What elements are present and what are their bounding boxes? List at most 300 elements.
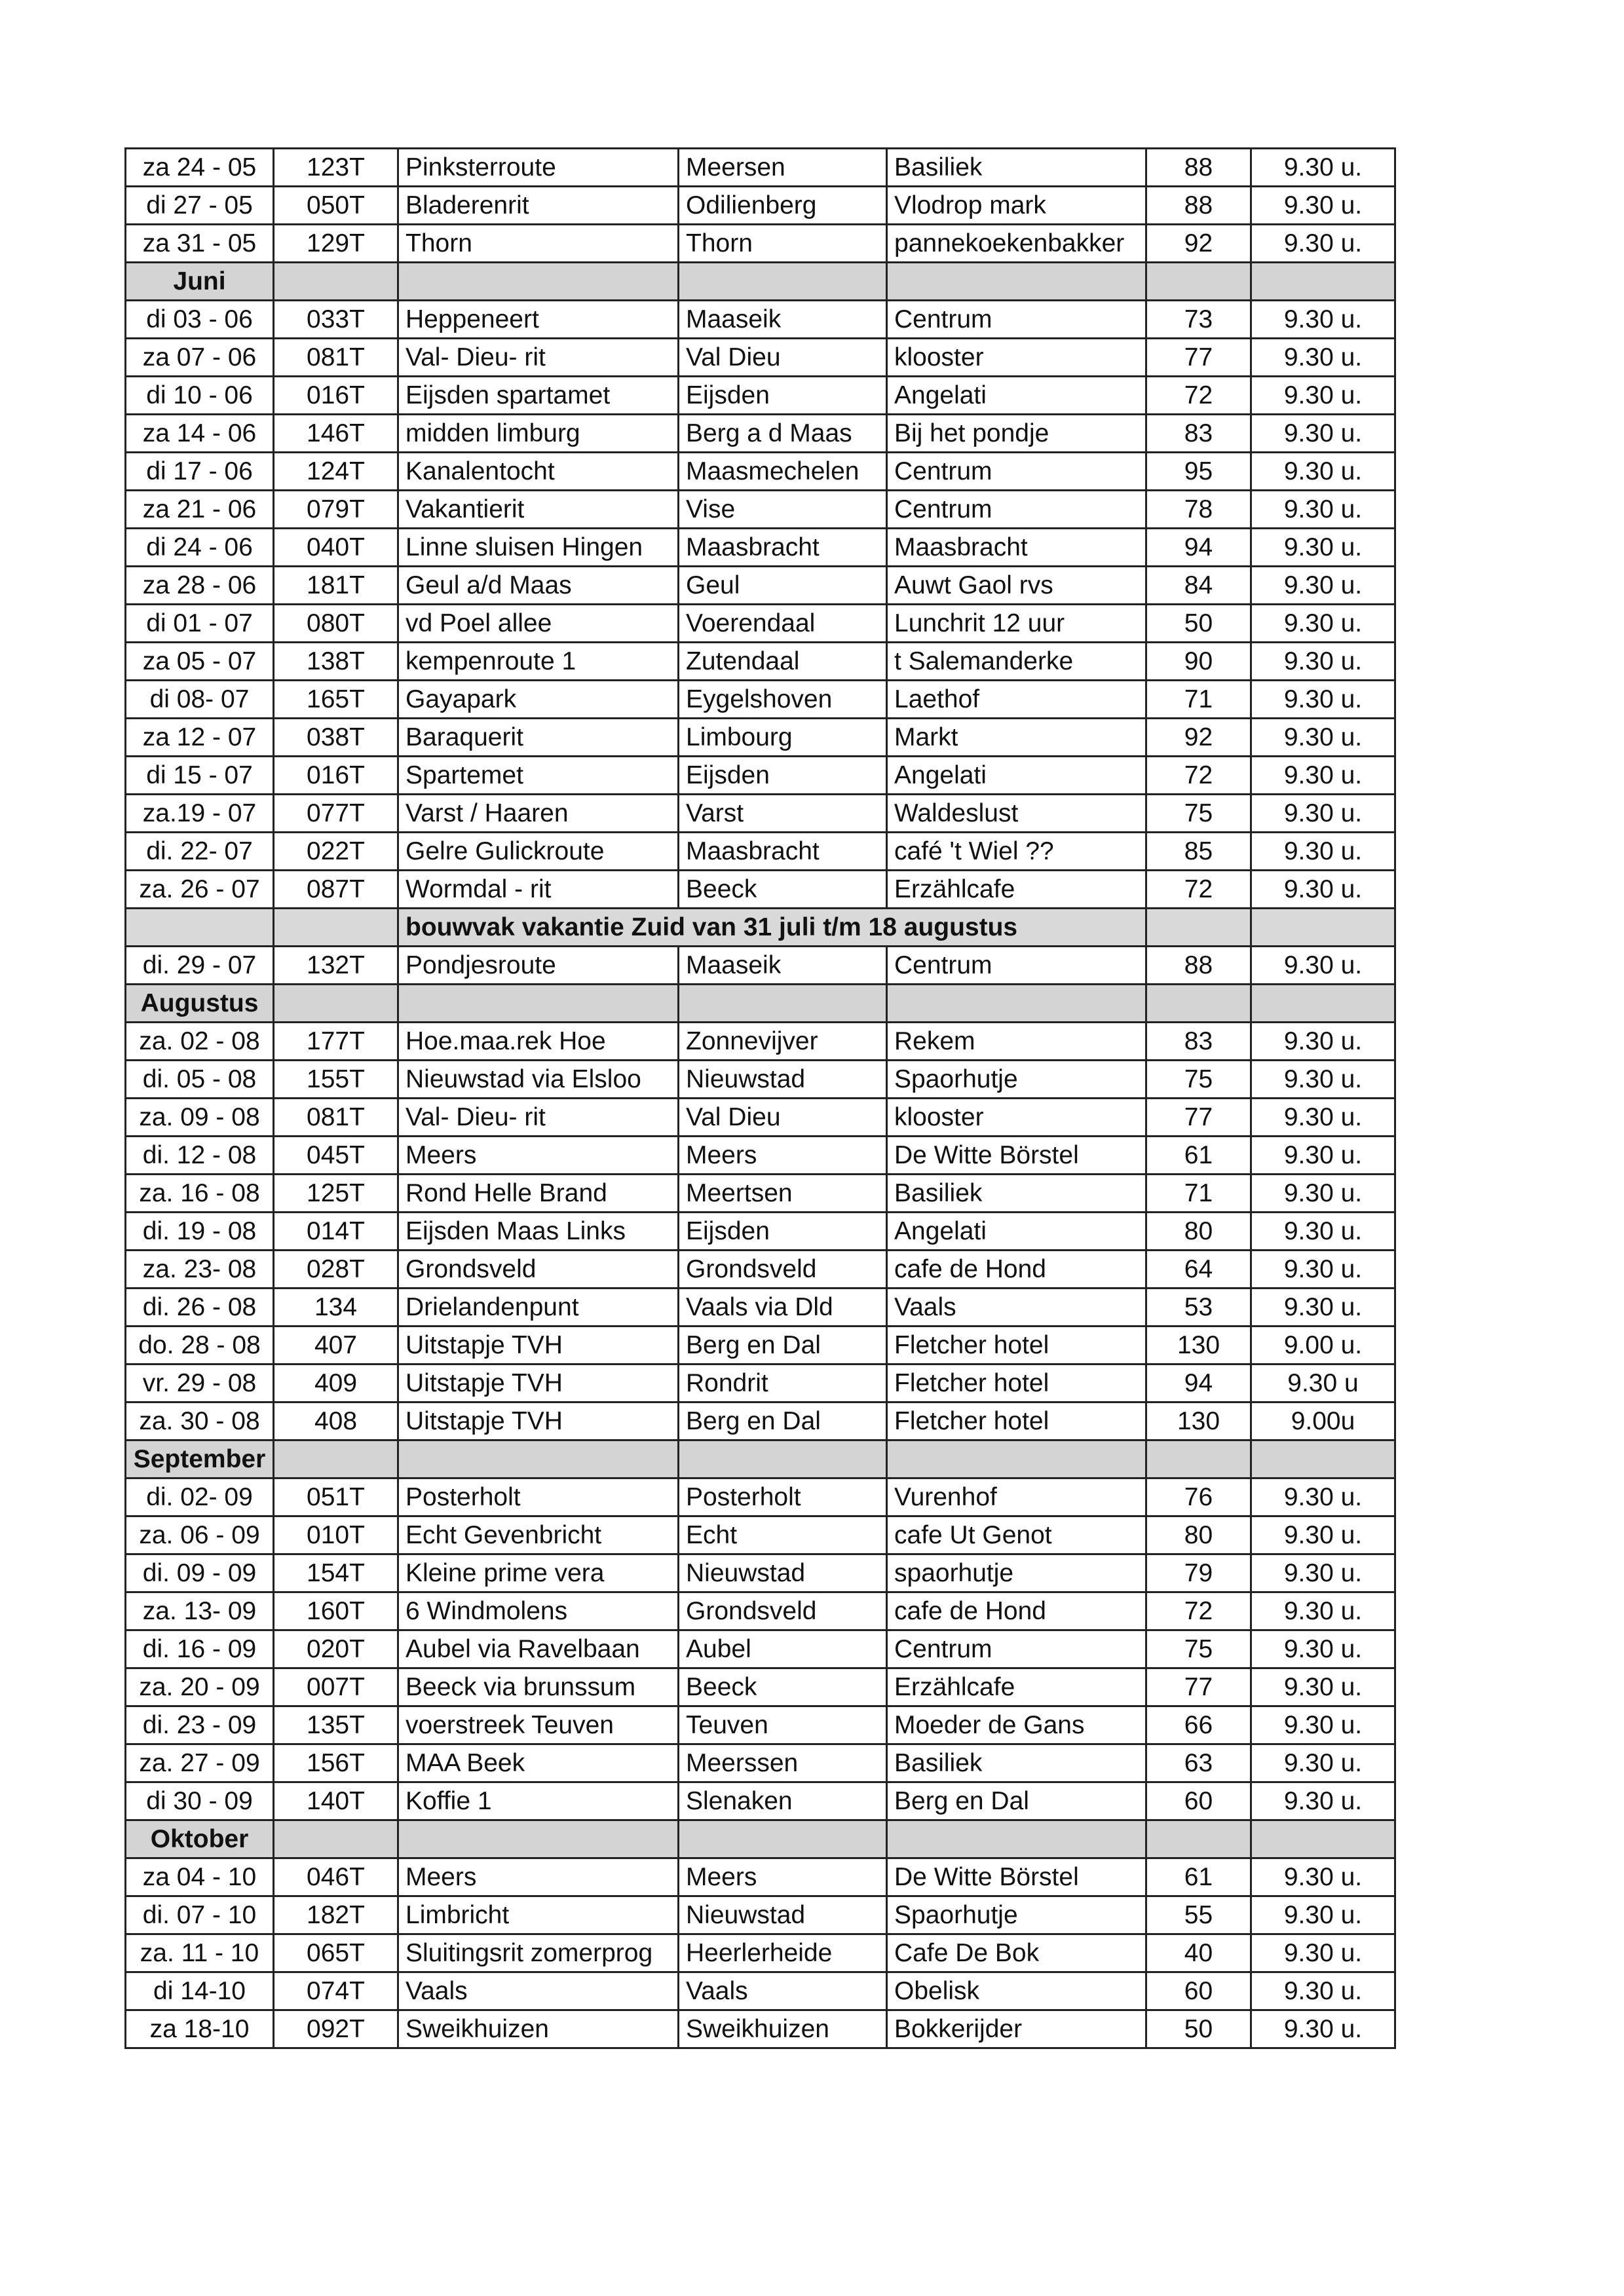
cell-start: Echt	[679, 1516, 887, 1554]
cell-code: 045T	[274, 1137, 398, 1175]
cell-date: di. 26 - 08	[126, 1289, 274, 1327]
cell-date: za 18-10	[126, 2010, 274, 2048]
cell-stop: Centrum	[887, 947, 1146, 985]
table-row	[126, 1972, 1395, 2010]
cell-km: 94	[1146, 529, 1251, 567]
cell-code: 129T	[274, 225, 398, 263]
cell-time: 9.30 u.	[1251, 1061, 1395, 1099]
cell-route: Pondjesroute	[398, 947, 679, 985]
cell-code: 134	[274, 1289, 398, 1327]
cell-route: Val- Dieu- rit	[398, 1099, 679, 1137]
cell-time: 9.30 u.	[1251, 1934, 1395, 1972]
cell-start: Maaseik	[679, 947, 887, 985]
cell-start: Eijsden	[679, 377, 887, 415]
table-row	[126, 1934, 1395, 1972]
cell-route: Heppeneert	[398, 301, 679, 339]
cell-date: za 28 - 06	[126, 567, 274, 605]
cell-start: Meertsen	[679, 1175, 887, 1213]
cell-date: di 03 - 06	[126, 301, 274, 339]
cell-stop: Spaorhutje	[887, 1896, 1146, 1934]
cell-time: 9.30 u	[1251, 1364, 1395, 1402]
cell-code: 007T	[274, 1668, 398, 1706]
cell-route: Bladerenrit	[398, 187, 679, 225]
month-filler-cell	[887, 263, 1146, 301]
table-row	[126, 1896, 1395, 1934]
cell-stop: Centrum	[887, 491, 1146, 529]
cell-code: 140T	[274, 1782, 398, 1820]
cell-start: Zutendaal	[679, 643, 887, 681]
table-row	[126, 187, 1395, 225]
cell-start: Nieuwstad	[679, 1554, 887, 1592]
cell-route: Grondsveld	[398, 1251, 679, 1289]
cell-time: 9.30 u.	[1251, 1896, 1395, 1934]
table-row	[126, 2010, 1395, 2048]
cell-km: 77	[1146, 339, 1251, 377]
cell-stop: Centrum	[887, 1630, 1146, 1668]
cell-km: 63	[1146, 1744, 1251, 1782]
cell-time: 9.30 u.	[1251, 1516, 1395, 1554]
cell-route: Gayapark	[398, 681, 679, 719]
cell-date: za. 20 - 09	[126, 1668, 274, 1706]
month-label: Juni	[126, 263, 274, 301]
table-row	[126, 377, 1395, 415]
cell-route: vd Poel allee	[398, 605, 679, 643]
cell-time: 9.30 u.	[1251, 757, 1395, 795]
cell-code: 135T	[274, 1706, 398, 1744]
cell-start: Teuven	[679, 1706, 887, 1744]
cell-code: 028T	[274, 1251, 398, 1289]
table-row	[126, 1858, 1395, 1896]
cell-time: 9.30 u.	[1251, 491, 1395, 529]
table-row	[126, 947, 1395, 985]
table-row	[126, 871, 1395, 909]
cell-time: 9.00 u.	[1251, 1327, 1395, 1364]
table-row	[126, 605, 1395, 643]
cell-km: 72	[1146, 377, 1251, 415]
cell-time: 9.30 u.	[1251, 149, 1395, 187]
cell-route: Eijsden spartamet	[398, 377, 679, 415]
cell-code: 154T	[274, 1554, 398, 1592]
cell-time: 9.30 u.	[1251, 1478, 1395, 1516]
cell-stop: Vaals	[887, 1289, 1146, 1327]
cell-start: Eijsden	[679, 1213, 887, 1251]
cell-route: Vakantierit	[398, 491, 679, 529]
cell-km: 66	[1146, 1706, 1251, 1744]
cell-route: Kleine prime vera	[398, 1554, 679, 1592]
cell-code: 074T	[274, 1972, 398, 2010]
cell-stop: Angelati	[887, 1213, 1146, 1251]
cell-code: 016T	[274, 757, 398, 795]
cell-code: 125T	[274, 1175, 398, 1213]
table-row	[126, 1137, 1395, 1175]
cell-route: Pinksterroute	[398, 149, 679, 187]
cell-stop: Bij het pondje	[887, 415, 1146, 453]
cell-date: di. 23 - 09	[126, 1706, 274, 1744]
cell-time: 9.30 u.	[1251, 529, 1395, 567]
ride-schedule-table	[124, 147, 1396, 2049]
cell-route: Limbricht	[398, 1896, 679, 1934]
cell-stop: Vurenhof	[887, 1478, 1146, 1516]
table-row	[126, 795, 1395, 833]
cell-time: 9.30 u.	[1251, 2010, 1395, 2048]
cell-route: voerstreek Teuven	[398, 1706, 679, 1744]
cell-start: Meersen	[679, 149, 887, 187]
cell-stop: Centrum	[887, 301, 1146, 339]
cell-start: Aubel	[679, 1630, 887, 1668]
cell-km: 95	[1146, 453, 1251, 491]
month-filler-cell	[398, 985, 679, 1023]
cell-time: 9.30 u.	[1251, 1668, 1395, 1706]
cell-time: 9.30 u.	[1251, 1023, 1395, 1061]
cell-stop: t Salemanderke	[887, 643, 1146, 681]
cell-start: Grondsveld	[679, 1251, 887, 1289]
cell-start: Meers	[679, 1137, 887, 1175]
cell-date: za 14 - 06	[126, 415, 274, 453]
cell-stop: café 't Wiel ??	[887, 833, 1146, 871]
cell-date: di. 07 - 10	[126, 1896, 274, 1934]
cell-km: 80	[1146, 1213, 1251, 1251]
cell-date: di 24 - 06	[126, 529, 274, 567]
cell-time: 9.30 u.	[1251, 1099, 1395, 1137]
cell-date: za. 11 - 10	[126, 1934, 274, 1972]
table-row	[126, 1099, 1395, 1137]
cell-start: Thorn	[679, 225, 887, 263]
cell-code: 080T	[274, 605, 398, 643]
cell-time: 9.30 u.	[1251, 871, 1395, 909]
cell-code: 138T	[274, 643, 398, 681]
cell-code: 079T	[274, 491, 398, 529]
cell-time: 9.30 u.	[1251, 187, 1395, 225]
cell-stop: cafe de Hond	[887, 1251, 1146, 1289]
cell-code: 050T	[274, 187, 398, 225]
table-row	[126, 1327, 1395, 1364]
cell-stop: Laethof	[887, 681, 1146, 719]
cell-code: 051T	[274, 1478, 398, 1516]
cell-km: 88	[1146, 947, 1251, 985]
cell-route: Koffie 1	[398, 1782, 679, 1820]
cell-time: 9.30 u.	[1251, 1251, 1395, 1289]
cell-start: Maaseik	[679, 301, 887, 339]
cell-route: Aubel via Ravelbaan	[398, 1630, 679, 1668]
cell-route: Echt Gevenbricht	[398, 1516, 679, 1554]
cell-code: 408	[274, 1402, 398, 1440]
cell-km: 73	[1146, 301, 1251, 339]
table-row	[126, 1630, 1395, 1668]
cell-stop: Angelati	[887, 757, 1146, 795]
cell-stop: cafe Ut Genot	[887, 1516, 1146, 1554]
cell-time: 9.30 u.	[1251, 605, 1395, 643]
notice-filler-cell	[126, 909, 274, 947]
cell-date: di. 09 - 09	[126, 1554, 274, 1592]
table-row	[126, 1023, 1395, 1061]
cell-time: 9.30 u.	[1251, 1782, 1395, 1820]
cell-start: Beeck	[679, 871, 887, 909]
cell-start: Grondsveld	[679, 1592, 887, 1630]
cell-stop: Fletcher hotel	[887, 1327, 1146, 1364]
cell-time: 9.30 u.	[1251, 1744, 1395, 1782]
cell-route: Vaals	[398, 1972, 679, 2010]
cell-km: 64	[1146, 1251, 1251, 1289]
cell-stop: Spaorhutje	[887, 1061, 1146, 1099]
cell-km: 130	[1146, 1327, 1251, 1364]
cell-stop: Lunchrit 12 uur	[887, 605, 1146, 643]
cell-start: Rondrit	[679, 1364, 887, 1402]
cell-date: za. 27 - 09	[126, 1744, 274, 1782]
cell-route: MAA Beek	[398, 1744, 679, 1782]
cell-start: Meerssen	[679, 1744, 887, 1782]
cell-date: di. 22- 07	[126, 833, 274, 871]
month-filler-cell	[398, 1820, 679, 1858]
notice-filler-cell	[1146, 909, 1251, 947]
cell-code: 407	[274, 1327, 398, 1364]
cell-code: 165T	[274, 681, 398, 719]
cell-date: di. 02- 09	[126, 1478, 274, 1516]
cell-date: za 21 - 06	[126, 491, 274, 529]
table-row	[126, 1744, 1395, 1782]
cell-km: 77	[1146, 1099, 1251, 1137]
cell-code: 077T	[274, 795, 398, 833]
cell-stop: pannekoekenbakker	[887, 225, 1146, 263]
cell-km: 40	[1146, 1934, 1251, 1972]
cell-km: 61	[1146, 1858, 1251, 1896]
cell-date: za. 23- 08	[126, 1251, 274, 1289]
cell-km: 77	[1146, 1668, 1251, 1706]
cell-code: 016T	[274, 377, 398, 415]
cell-km: 83	[1146, 1023, 1251, 1061]
notice-row	[126, 909, 1395, 947]
month-label: Oktober	[126, 1820, 274, 1858]
cell-time: 9.30 u.	[1251, 1554, 1395, 1592]
table-row	[126, 453, 1395, 491]
cell-time: 9.30 u.	[1251, 339, 1395, 377]
cell-km: 75	[1146, 1630, 1251, 1668]
cell-date: za. 02 - 08	[126, 1023, 274, 1061]
cell-route: Uitstapje TVH	[398, 1402, 679, 1440]
cell-code: 065T	[274, 1934, 398, 1972]
cell-date: di 27 - 05	[126, 187, 274, 225]
cell-date: za. 16 - 08	[126, 1175, 274, 1213]
cell-route: Gelre Gulickroute	[398, 833, 679, 871]
cell-date: za. 13- 09	[126, 1592, 274, 1630]
cell-start: Zonnevijver	[679, 1023, 887, 1061]
cell-code: 146T	[274, 415, 398, 453]
cell-time: 9.30 u.	[1251, 1289, 1395, 1327]
cell-date: di 14-10	[126, 1972, 274, 2010]
cell-stop: Auwt Gaol rvs	[887, 567, 1146, 605]
cell-km: 80	[1146, 1516, 1251, 1554]
cell-date: za. 30 - 08	[126, 1402, 274, 1440]
cell-code: 046T	[274, 1858, 398, 1896]
cell-code: 156T	[274, 1744, 398, 1782]
cell-route: Meers	[398, 1137, 679, 1175]
cell-km: 60	[1146, 1782, 1251, 1820]
table-row	[126, 719, 1395, 757]
cell-route: Sluitingsrit zomerprog	[398, 1934, 679, 1972]
cell-start: Nieuwstad	[679, 1896, 887, 1934]
cell-date: di 08- 07	[126, 681, 274, 719]
cell-stop: Vlodrop mark	[887, 187, 1146, 225]
cell-date: za 07 - 06	[126, 339, 274, 377]
cell-km: 75	[1146, 795, 1251, 833]
table-row	[126, 1554, 1395, 1592]
cell-km: 84	[1146, 567, 1251, 605]
cell-start: Meers	[679, 1858, 887, 1896]
cell-km: 78	[1146, 491, 1251, 529]
cell-code: 033T	[274, 301, 398, 339]
table-row	[126, 1516, 1395, 1554]
cell-start: Vaals via Dld	[679, 1289, 887, 1327]
cell-date: di 17 - 06	[126, 453, 274, 491]
cell-date: za.19 - 07	[126, 795, 274, 833]
table-row	[126, 1706, 1395, 1744]
cell-km: 76	[1146, 1478, 1251, 1516]
table-row	[126, 225, 1395, 263]
table-row	[126, 1175, 1395, 1213]
table-row	[126, 491, 1395, 529]
month-filler-cell	[274, 1820, 398, 1858]
cell-route: Eijsden Maas Links	[398, 1213, 679, 1251]
month-label: Augustus	[126, 985, 274, 1023]
cell-code: 014T	[274, 1213, 398, 1251]
cell-start: Berg en Dal	[679, 1402, 887, 1440]
cell-route: Posterholt	[398, 1478, 679, 1516]
cell-time: 9.30 u.	[1251, 415, 1395, 453]
month-filler-cell	[274, 985, 398, 1023]
month-filler-cell	[1146, 263, 1251, 301]
cell-km: 92	[1146, 719, 1251, 757]
cell-date: za 12 - 07	[126, 719, 274, 757]
cell-code: 160T	[274, 1592, 398, 1630]
table-row	[126, 339, 1395, 377]
cell-stop: Erzählcafe	[887, 871, 1146, 909]
cell-date: di. 05 - 08	[126, 1061, 274, 1099]
cell-route: Nieuwstad via Elsloo	[398, 1061, 679, 1099]
month-filler-cell	[1146, 985, 1251, 1023]
month-filler-cell	[679, 1820, 887, 1858]
cell-stop: klooster	[887, 1099, 1146, 1137]
table-row	[126, 1364, 1395, 1402]
cell-code: 040T	[274, 529, 398, 567]
cell-start: Beeck	[679, 1668, 887, 1706]
cell-route: Hoe.maa.rek Hoe	[398, 1023, 679, 1061]
cell-code: 022T	[274, 833, 398, 871]
cell-stop: Fletcher hotel	[887, 1364, 1146, 1402]
cell-start: Heerlerheide	[679, 1934, 887, 1972]
cell-route: Thorn	[398, 225, 679, 263]
cell-start: Limbourg	[679, 719, 887, 757]
cell-stop: Moeder de Gans	[887, 1706, 1146, 1744]
table-row	[126, 1782, 1395, 1820]
cell-code: 155T	[274, 1061, 398, 1099]
cell-start: Varst	[679, 795, 887, 833]
cell-date: di. 29 - 07	[126, 947, 274, 985]
cell-time: 9.30 u.	[1251, 1592, 1395, 1630]
cell-stop: Obelisk	[887, 1972, 1146, 2010]
cell-date: vr. 29 - 08	[126, 1364, 274, 1402]
cell-km: 50	[1146, 605, 1251, 643]
month-filler-cell	[887, 1820, 1146, 1858]
cell-km: 53	[1146, 1289, 1251, 1327]
cell-code: 081T	[274, 1099, 398, 1137]
cell-start: Voerendaal	[679, 605, 887, 643]
cell-start: Vaals	[679, 1972, 887, 2010]
cell-stop: Fletcher hotel	[887, 1402, 1146, 1440]
cell-km: 50	[1146, 2010, 1251, 2048]
month-filler-cell	[1251, 1440, 1395, 1478]
notice-filler-cell	[1251, 909, 1395, 947]
cell-km: 90	[1146, 643, 1251, 681]
cell-start: Berg en Dal	[679, 1327, 887, 1364]
cell-time: 9.30 u.	[1251, 1630, 1395, 1668]
cell-time: 9.30 u.	[1251, 1137, 1395, 1175]
cell-code: 132T	[274, 947, 398, 985]
cell-route: Uitstapje TVH	[398, 1327, 679, 1364]
cell-route: midden limburg	[398, 415, 679, 453]
table-row	[126, 643, 1395, 681]
cell-code: 409	[274, 1364, 398, 1402]
cell-stop: Rekem	[887, 1023, 1146, 1061]
month-filler-cell	[887, 985, 1146, 1023]
cell-time: 9.30 u.	[1251, 453, 1395, 491]
cell-code: 182T	[274, 1896, 398, 1934]
cell-route: 6 Windmolens	[398, 1592, 679, 1630]
cell-date: za 05 - 07	[126, 643, 274, 681]
table-row	[126, 1668, 1395, 1706]
cell-start: Maasmechelen	[679, 453, 887, 491]
cell-date: do. 28 - 08	[126, 1327, 274, 1364]
cell-code: 038T	[274, 719, 398, 757]
table-row	[126, 1592, 1395, 1630]
cell-stop: Basiliek	[887, 149, 1146, 187]
cell-date: za 04 - 10	[126, 1858, 274, 1896]
cell-km: 55	[1146, 1896, 1251, 1934]
cell-route: Meers	[398, 1858, 679, 1896]
cell-km: 85	[1146, 833, 1251, 871]
table-row	[126, 681, 1395, 719]
month-filler-cell	[679, 985, 887, 1023]
cell-route: Uitstapje TVH	[398, 1364, 679, 1402]
month-filler-cell	[398, 263, 679, 301]
cell-time: 9.30 u.	[1251, 795, 1395, 833]
cell-time: 9.30 u.	[1251, 1972, 1395, 2010]
cell-stop: Basiliek	[887, 1744, 1146, 1782]
cell-start: Vise	[679, 491, 887, 529]
cell-date: za 31 - 05	[126, 225, 274, 263]
cell-time: 9.30 u.	[1251, 947, 1395, 985]
cell-time: 9.30 u.	[1251, 719, 1395, 757]
table-row	[126, 1213, 1395, 1251]
cell-km: 83	[1146, 415, 1251, 453]
cell-start: Eijsden	[679, 757, 887, 795]
cell-stop: Cafe De Bok	[887, 1934, 1146, 1972]
table-row	[126, 149, 1395, 187]
notice-filler-cell	[274, 909, 398, 947]
cell-date: za. 26 - 07	[126, 871, 274, 909]
cell-date: di 01 - 07	[126, 605, 274, 643]
cell-route: Linne sluisen Hingen	[398, 529, 679, 567]
cell-stop: Waldeslust	[887, 795, 1146, 833]
cell-code: 081T	[274, 339, 398, 377]
cell-date: di 10 - 06	[126, 377, 274, 415]
cell-start: Slenaken	[679, 1782, 887, 1820]
cell-start: Maasbracht	[679, 833, 887, 871]
table-row	[126, 757, 1395, 795]
cell-code: 020T	[274, 1630, 398, 1668]
cell-km: 72	[1146, 757, 1251, 795]
table-row	[126, 301, 1395, 339]
month-header-row	[126, 985, 1395, 1023]
month-filler-cell	[1251, 263, 1395, 301]
